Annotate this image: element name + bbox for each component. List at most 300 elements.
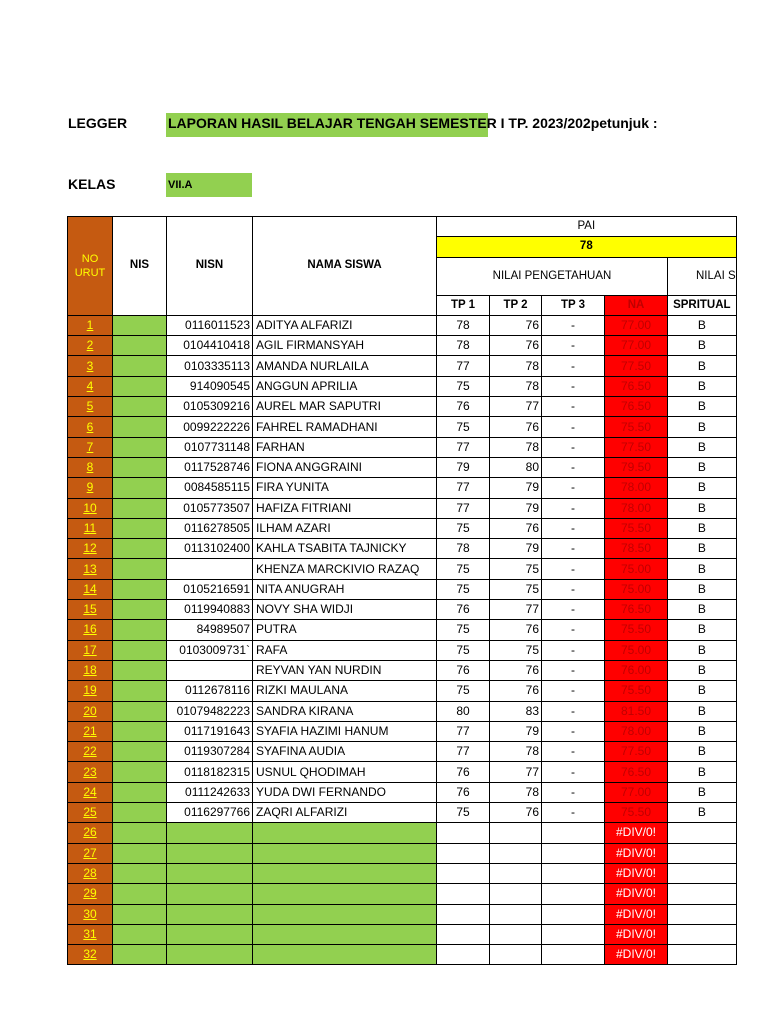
tp3-cell[interactable]: - [542, 640, 605, 660]
row-number-link[interactable]: 1 [86, 318, 94, 333]
nama-siswa-cell[interactable]: ADITYA ALFARIZI [253, 315, 437, 335]
spritual-cell[interactable]: B [668, 721, 737, 741]
tp1-cell[interactable]: 77 [437, 742, 490, 762]
nis-cell[interactable] [113, 701, 167, 721]
row-number-link[interactable]: 4 [86, 378, 94, 393]
no-urut-cell[interactable] [68, 539, 113, 559]
spritual-cell[interactable]: B [668, 559, 737, 579]
tp2-cell[interactable]: 76 [490, 336, 542, 356]
nama-siswa-cell[interactable]: RIZKI MAULANA [253, 681, 437, 701]
nis-cell[interactable] [113, 681, 167, 701]
tp2-cell[interactable]: 76 [490, 803, 542, 823]
row-number-link[interactable]: 25 [83, 805, 97, 820]
row-number-link[interactable]: 26 [83, 825, 97, 840]
tp3-cell[interactable]: - [542, 376, 605, 396]
row-number-link[interactable]: 16 [83, 622, 97, 637]
nama-siswa-cell[interactable]: KHENZA MARCKIVIO RAZAQ [253, 559, 437, 579]
tp1-cell[interactable]: 75 [437, 579, 490, 599]
row-number-link[interactable]: 27 [83, 845, 97, 860]
spritual-cell[interactable]: B [668, 539, 737, 559]
nis-cell[interactable] [113, 478, 167, 498]
nis-cell[interactable] [113, 660, 167, 680]
tp2-cell[interactable]: 75 [490, 559, 542, 579]
tp3-cell[interactable]: - [542, 559, 605, 579]
spritual-cell[interactable]: B [668, 600, 737, 620]
no-urut-cell[interactable] [68, 457, 113, 477]
tp1-cell[interactable]: 76 [437, 600, 490, 620]
tp1-cell[interactable]: 77 [437, 437, 490, 457]
tp3-cell[interactable] [542, 843, 605, 863]
nis-cell[interactable] [113, 945, 167, 965]
spritual-cell[interactable]: B [668, 620, 737, 640]
nisn-cell[interactable] [167, 945, 253, 965]
nisn-cell[interactable] [167, 863, 253, 883]
no-urut-cell[interactable] [68, 863, 113, 883]
no-urut-cell[interactable] [68, 417, 113, 437]
nisn-cell[interactable]: 0111242633 [167, 782, 253, 802]
kelas-value-cell[interactable]: VII.A [166, 173, 252, 197]
tp1-cell[interactable]: 75 [437, 417, 490, 437]
nis-cell[interactable] [113, 376, 167, 396]
no-urut-cell[interactable] [68, 884, 113, 904]
nis-cell[interactable] [113, 823, 167, 843]
tp3-cell[interactable]: - [542, 620, 605, 640]
tp2-cell[interactable]: 79 [490, 498, 542, 518]
no-urut-cell[interactable] [68, 356, 113, 376]
spritual-cell[interactable]: B [668, 315, 737, 335]
tp2-cell[interactable]: 78 [490, 782, 542, 802]
nis-cell[interactable] [113, 762, 167, 782]
no-urut-cell[interactable] [68, 823, 113, 843]
tp3-cell[interactable]: - [542, 498, 605, 518]
nisn-cell[interactable]: 01079482223 [167, 701, 253, 721]
row-number-link[interactable]: 29 [83, 886, 97, 901]
row-number-link[interactable]: 22 [83, 744, 97, 759]
row-number-link[interactable]: 11 [83, 521, 97, 535]
tp3-cell[interactable] [542, 924, 605, 944]
tp2-cell[interactable] [490, 904, 542, 924]
tp3-cell[interactable]: - [542, 660, 605, 680]
row-number-link[interactable]: 24 [83, 784, 97, 799]
nis-cell[interactable] [113, 924, 167, 944]
nis-cell[interactable] [113, 782, 167, 802]
tp1-cell[interactable]: 78 [437, 539, 490, 559]
row-number-link[interactable]: 32 [83, 947, 97, 962]
row-number-link[interactable]: 19 [83, 683, 97, 698]
nama-siswa-cell[interactable]: REYVAN YAN NURDIN [253, 660, 437, 680]
tp3-cell[interactable]: - [542, 600, 605, 620]
tp3-cell[interactable]: - [542, 457, 605, 477]
nama-siswa-cell[interactable]: PUTRA [253, 620, 437, 640]
nisn-cell[interactable]: 0104410418 [167, 336, 253, 356]
tp2-cell[interactable]: 79 [490, 721, 542, 741]
tp1-cell[interactable]: 75 [437, 620, 490, 640]
nisn-cell[interactable]: 0119307284 [167, 742, 253, 762]
tp3-cell[interactable]: - [542, 681, 605, 701]
nisn-cell[interactable] [167, 660, 253, 680]
tp2-cell[interactable]: 79 [490, 478, 542, 498]
nisn-cell[interactable]: 0107731148 [167, 437, 253, 457]
no-urut-cell[interactable] [68, 924, 113, 944]
tp2-cell[interactable] [490, 945, 542, 965]
nama-siswa-cell[interactable]: FIONA ANGGRAINI [253, 457, 437, 477]
row-number-link[interactable]: 31 [83, 926, 97, 941]
tp2-cell[interactable] [490, 924, 542, 944]
spritual-cell[interactable] [668, 843, 737, 863]
tp2-cell[interactable]: 77 [490, 600, 542, 620]
kkm-cell[interactable]: 78 [437, 237, 737, 257]
no-urut-cell[interactable] [68, 620, 113, 640]
nisn-cell[interactable] [167, 843, 253, 863]
nis-cell[interactable] [113, 640, 167, 660]
spritual-cell[interactable]: B [668, 803, 737, 823]
tp2-cell[interactable]: 78 [490, 356, 542, 376]
spritual-cell[interactable]: B [668, 518, 737, 538]
nisn-cell[interactable]: 914090545 [167, 376, 253, 396]
nisn-cell[interactable] [167, 904, 253, 924]
nis-cell[interactable] [113, 843, 167, 863]
tp1-cell[interactable]: 79 [437, 457, 490, 477]
no-urut-cell[interactable] [68, 518, 113, 538]
nama-siswa-cell[interactable] [253, 823, 437, 843]
row-number-link[interactable]: 3 [86, 358, 94, 373]
spritual-cell[interactable] [668, 945, 737, 965]
nis-cell[interactable] [113, 559, 167, 579]
nisn-cell[interactable]: 0118182315 [167, 762, 253, 782]
tp3-cell[interactable]: - [542, 742, 605, 762]
nama-siswa-cell[interactable] [253, 884, 437, 904]
nama-siswa-cell[interactable]: AGIL FIRMANSYAH [253, 336, 437, 356]
no-urut-cell[interactable] [68, 579, 113, 599]
nis-cell[interactable] [113, 721, 167, 741]
tp2-cell[interactable] [490, 863, 542, 883]
tp3-cell[interactable]: - [542, 437, 605, 457]
spritual-cell[interactable]: B [668, 742, 737, 762]
row-number-link[interactable]: 7 [86, 439, 94, 454]
table-row [68, 904, 737, 924]
table-row [68, 457, 737, 477]
table-row [68, 681, 737, 701]
nama-siswa-cell[interactable] [253, 945, 437, 965]
no-urut-cell[interactable] [68, 945, 113, 965]
spritual-cell[interactable]: B [668, 417, 737, 437]
no-urut-cell[interactable] [68, 762, 113, 782]
tp3-cell[interactable]: - [542, 782, 605, 802]
no-urut-cell[interactable] [68, 660, 113, 680]
nisn-cell[interactable]: 0116278505 [167, 518, 253, 538]
nis-cell[interactable] [113, 518, 167, 538]
tp1-cell[interactable]: 76 [437, 762, 490, 782]
tp1-cell[interactable]: 77 [437, 356, 490, 376]
tp1-cell[interactable]: 75 [437, 640, 490, 660]
nisn-cell[interactable] [167, 884, 253, 904]
nisn-cell[interactable]: 0099222226 [167, 417, 253, 437]
nisn-cell[interactable]: 0084585115 [167, 478, 253, 498]
tp2-cell[interactable] [490, 884, 542, 904]
no-urut-cell[interactable] [68, 904, 113, 924]
row-number-link[interactable]: 14 [83, 581, 97, 596]
no-urut-cell[interactable] [68, 376, 113, 396]
nisn-cell[interactable] [167, 823, 253, 843]
spritual-cell[interactable]: B [668, 660, 737, 680]
nisn-cell[interactable]: 0117191643 [167, 721, 253, 741]
spritual-cell[interactable] [668, 904, 737, 924]
tp3-cell[interactable]: - [542, 518, 605, 538]
row-number-link[interactable]: 28 [83, 866, 97, 881]
nis-cell[interactable] [113, 863, 167, 883]
tp1-cell[interactable]: 75 [437, 518, 490, 538]
tp2-cell[interactable]: 75 [490, 579, 542, 599]
tp1-cell[interactable] [437, 945, 490, 965]
no-urut-cell[interactable] [68, 640, 113, 660]
tp2-cell[interactable]: 76 [490, 620, 542, 640]
tp1-cell[interactable]: 75 [437, 681, 490, 701]
col-header-no-urut: NO URUT [68, 217, 113, 316]
tp1-cell[interactable]: 76 [437, 397, 490, 417]
nama-siswa-cell[interactable]: SYAFIA HAZIMI HANUM [253, 721, 437, 741]
row-number-link[interactable]: 9 [86, 480, 94, 495]
nisn-cell[interactable] [167, 924, 253, 944]
tp2-cell[interactable]: 79 [490, 539, 542, 559]
tp3-cell[interactable]: - [542, 397, 605, 417]
tp3-cell[interactable]: - [542, 579, 605, 599]
nama-siswa-cell[interactable]: NITA ANUGRAH [253, 579, 437, 599]
nis-cell[interactable] [113, 600, 167, 620]
row-number-link[interactable]: 18 [83, 663, 97, 678]
tp3-cell[interactable] [542, 863, 605, 883]
tp1-cell[interactable]: 75 [437, 803, 490, 823]
tp3-cell[interactable]: - [542, 478, 605, 498]
row-number-link[interactable]: 6 [86, 419, 94, 434]
tp3-cell[interactable]: - [542, 721, 605, 741]
spritual-cell[interactable]: B [668, 701, 737, 721]
tp3-cell[interactable] [542, 945, 605, 965]
tp3-cell[interactable]: - [542, 315, 605, 335]
nis-cell[interactable] [113, 579, 167, 599]
tp2-cell[interactable]: 76 [490, 660, 542, 680]
tp1-cell[interactable]: 75 [437, 559, 490, 579]
no-urut-cell[interactable] [68, 742, 113, 762]
spritual-cell[interactable]: B [668, 397, 737, 417]
nis-cell[interactable] [113, 498, 167, 518]
nama-siswa-cell[interactable]: RAFA [253, 640, 437, 660]
row-number-link[interactable]: 2 [86, 338, 94, 353]
no-urut-cell[interactable] [68, 843, 113, 863]
tp3-cell[interactable]: - [542, 762, 605, 782]
no-urut-cell[interactable] [68, 600, 113, 620]
row-number-link[interactable]: 8 [86, 460, 94, 475]
tp3-cell[interactable] [542, 884, 605, 904]
nisn-cell[interactable]: 0112678116 [167, 681, 253, 701]
spritual-cell[interactable] [668, 884, 737, 904]
nis-cell[interactable] [113, 437, 167, 457]
spritual-cell[interactable]: B [668, 356, 737, 376]
table-row [68, 376, 737, 396]
nama-siswa-cell[interactable]: ANGGUN APRILIA [253, 376, 437, 396]
row-number-link[interactable]: 23 [83, 764, 97, 779]
no-urut-cell[interactable] [68, 701, 113, 721]
spritual-cell[interactable] [668, 863, 737, 883]
spritual-cell[interactable]: B [668, 681, 737, 701]
col-header-na: NA [605, 295, 668, 315]
no-urut-cell[interactable] [68, 721, 113, 741]
nisn-cell[interactable]: 0117528746 [167, 457, 253, 477]
tp1-cell[interactable]: 77 [437, 721, 490, 741]
spritual-cell[interactable]: B [668, 579, 737, 599]
nisn-cell[interactable]: 0103009731` [167, 640, 253, 660]
nama-siswa-cell[interactable]: AUREL MAR SAPUTRI [253, 397, 437, 417]
nisn-cell[interactable]: 0116297766 [167, 803, 253, 823]
nisn-cell[interactable]: 0105309216 [167, 397, 253, 417]
row-number-link[interactable]: 5 [86, 399, 94, 414]
nis-cell[interactable] [113, 803, 167, 823]
tp3-cell[interactable]: - [542, 803, 605, 823]
nama-siswa-cell[interactable]: SANDRA KIRANA [253, 701, 437, 721]
nis-cell[interactable] [113, 457, 167, 477]
no-urut-cell[interactable] [68, 782, 113, 802]
no-urut-cell[interactable] [68, 437, 113, 457]
tp2-cell[interactable]: 76 [490, 315, 542, 335]
tp3-cell[interactable] [542, 904, 605, 924]
nama-siswa-cell[interactable]: ILHAM AZARI [253, 518, 437, 538]
nama-siswa-cell[interactable]: FARHAN [253, 437, 437, 457]
tp1-cell[interactable] [437, 904, 490, 924]
nama-siswa-cell[interactable]: HAFIZA FITRIANI [253, 498, 437, 518]
nama-siswa-cell[interactable]: YUDA DWI FERNANDO [253, 782, 437, 802]
tp3-cell[interactable]: - [542, 539, 605, 559]
table-row [68, 823, 737, 843]
nama-siswa-cell[interactable]: AMANDA NURLAILA [253, 356, 437, 376]
nis-cell[interactable] [113, 315, 167, 335]
tp3-cell[interactable]: - [542, 356, 605, 376]
nama-siswa-cell[interactable]: SYAFINA AUDIA [253, 742, 437, 762]
tp1-cell[interactable]: 78 [437, 336, 490, 356]
spritual-cell[interactable]: B [668, 376, 737, 396]
tp2-cell[interactable]: 76 [490, 681, 542, 701]
tp3-cell[interactable] [542, 823, 605, 843]
tp1-cell[interactable] [437, 843, 490, 863]
no-urut-cell[interactable] [68, 681, 113, 701]
row-number-link[interactable]: 17 [83, 642, 97, 657]
spritual-cell[interactable]: B [668, 762, 737, 782]
nis-cell[interactable] [113, 742, 167, 762]
row-number-link[interactable]: 30 [83, 906, 97, 921]
report-title[interactable]: LAPORAN HASIL BELAJAR TENGAH SEMESTER I TP. 2023/202petunjuk : [168, 115, 658, 131]
tp1-cell[interactable]: 77 [437, 498, 490, 518]
na-cell: 78.00 [605, 498, 668, 518]
row-number-link[interactable]: 13 [83, 561, 97, 576]
nisn-cell[interactable]: 84989507 [167, 620, 253, 640]
nama-siswa-cell[interactable] [253, 904, 437, 924]
tp2-cell[interactable]: 80 [490, 457, 542, 477]
row-number-link[interactable]: 12 [83, 541, 97, 556]
nisn-cell[interactable]: 0116011523 [167, 315, 253, 335]
nisn-cell[interactable]: 0105216591 [167, 579, 253, 599]
spritual-cell[interactable]: B [668, 457, 737, 477]
nama-siswa-cell[interactable]: KAHLA TSABITA TAJNICKY [253, 539, 437, 559]
tp2-cell[interactable]: 76 [490, 417, 542, 437]
spritual-cell[interactable]: B [668, 498, 737, 518]
tp2-cell[interactable]: 78 [490, 376, 542, 396]
na-cell: 75.50 [605, 803, 668, 823]
tp1-cell[interactable] [437, 924, 490, 944]
nama-siswa-cell[interactable] [253, 924, 437, 944]
no-urut-cell[interactable] [68, 315, 113, 335]
nis-cell[interactable] [113, 336, 167, 356]
row-number-link[interactable]: 15 [83, 602, 97, 617]
tp2-cell[interactable]: 83 [490, 701, 542, 721]
nis-cell[interactable] [113, 397, 167, 417]
row-number-link[interactable]: 10 [83, 500, 97, 515]
no-urut-cell[interactable] [68, 559, 113, 579]
row-number-link[interactable]: 20 [83, 703, 97, 718]
tp2-cell[interactable] [490, 823, 542, 843]
tp1-cell[interactable]: 78 [437, 315, 490, 335]
tp3-cell[interactable]: - [542, 417, 605, 437]
tp1-cell[interactable] [437, 863, 490, 883]
nis-cell[interactable] [113, 620, 167, 640]
tp2-cell[interactable]: 78 [490, 437, 542, 457]
spritual-cell[interactable]: B [668, 478, 737, 498]
nisn-cell[interactable]: 0103335113 [167, 356, 253, 376]
no-urut-cell[interactable] [68, 478, 113, 498]
tp1-cell[interactable]: 75 [437, 376, 490, 396]
tp2-cell[interactable]: 75 [490, 640, 542, 660]
nis-cell[interactable] [113, 356, 167, 376]
nama-siswa-cell[interactable]: ZAQRI ALFARIZI [253, 803, 437, 823]
row-number-link[interactable]: 21 [83, 723, 97, 738]
tp1-cell[interactable]: 77 [437, 478, 490, 498]
spritual-cell[interactable]: B [668, 640, 737, 660]
tp1-cell[interactable]: 76 [437, 660, 490, 680]
nisn-cell[interactable]: 0105773507 [167, 498, 253, 518]
tp1-cell[interactable]: 80 [437, 701, 490, 721]
no-urut-cell[interactable] [68, 397, 113, 417]
nisn-cell[interactable]: 0113102400 [167, 539, 253, 559]
tp2-cell[interactable]: 77 [490, 397, 542, 417]
nama-siswa-cell[interactable]: FIRA YUNITA [253, 478, 437, 498]
nis-cell[interactable] [113, 417, 167, 437]
nama-siswa-cell[interactable]: USNUL QHODIMAH [253, 762, 437, 782]
tp2-cell[interactable]: 77 [490, 762, 542, 782]
spritual-cell[interactable]: B [668, 336, 737, 356]
tp1-cell[interactable]: 76 [437, 782, 490, 802]
no-urut-cell[interactable] [68, 336, 113, 356]
nisn-cell[interactable] [167, 559, 253, 579]
tp1-cell[interactable] [437, 884, 490, 904]
no-urut-cell[interactable] [68, 498, 113, 518]
spritual-cell[interactable] [668, 924, 737, 944]
spritual-cell[interactable]: B [668, 782, 737, 802]
tp2-cell[interactable]: 76 [490, 518, 542, 538]
tp2-cell[interactable] [490, 843, 542, 863]
tp3-cell[interactable]: - [542, 701, 605, 721]
nama-siswa-cell[interactable]: NOVY SHA WIDJI [253, 600, 437, 620]
tp1-cell[interactable] [437, 823, 490, 843]
nama-siswa-cell[interactable] [253, 863, 437, 883]
spritual-cell[interactable] [668, 823, 737, 843]
tp3-cell[interactable]: - [542, 336, 605, 356]
spritual-cell[interactable]: B [668, 437, 737, 457]
nisn-cell[interactable]: 0119940883 [167, 600, 253, 620]
nama-siswa-cell[interactable] [253, 843, 437, 863]
nis-cell[interactable] [113, 884, 167, 904]
nis-cell[interactable] [113, 539, 167, 559]
no-urut-cell[interactable] [68, 803, 113, 823]
nis-cell[interactable] [113, 904, 167, 924]
tp2-cell[interactable]: 78 [490, 742, 542, 762]
nama-siswa-cell[interactable]: FAHREL RAMADHANI [253, 417, 437, 437]
